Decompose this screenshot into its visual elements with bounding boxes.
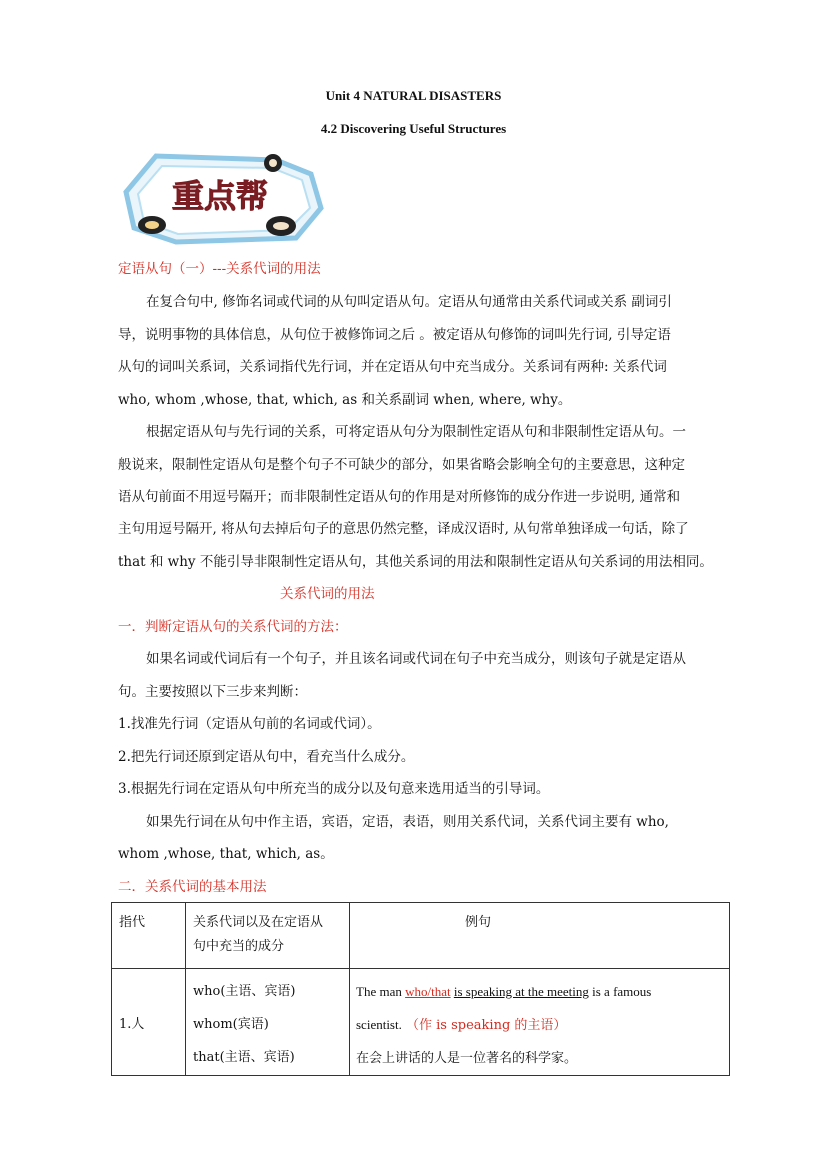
paragraph-line: 导，说明事物的具体信息，从句位于被修饰词之后 。被定语从句修饰的词叫先行词, 引导定语 (118, 327, 671, 343)
step-item: 3.根据先行词在定语从句中所充当的成分以及句意来选用适当的引导词。 (118, 781, 550, 797)
example-clause: is speaking at the meeting (453, 984, 589, 999)
header-label-line: 关系代词以及在定语从 (193, 915, 324, 930)
table-header-cell (112, 903, 186, 969)
table-header-cell (350, 903, 730, 969)
paragraph-line: 如果名词或代词后有一个句子，并且该名词或代词在句子中充当成分，则该句子就是定语从 (146, 651, 686, 667)
paragraph-line: 如果先行词在从句中作主语，宾语，定语，表语，则用关系代词，关系代词主要有 who, (146, 814, 669, 830)
example-line (356, 975, 722, 1008)
logo-badge (116, 150, 326, 246)
logo-graphic (116, 150, 326, 246)
example-translation: 在会上讲话的人是一位著名的科学家。 (356, 1051, 578, 1066)
header-label-line: 句中充当的成分 (193, 939, 285, 954)
example-pronoun: who/that (405, 984, 451, 999)
pronoun-item: who(主语、宾语) (193, 984, 296, 999)
pronoun-item: that(主语、宾语) (193, 1050, 295, 1065)
example-text: is a famous (588, 984, 652, 999)
section-title: 4.2 Discovering Useful Structures (320, 121, 507, 136)
paragraph-line: 主句用逗号隔开, 将从句去掉后句子的意思仍然完整，译成汉语时, 从句常单独译成一句话，除了 (118, 521, 689, 537)
pronoun-item: whom(宾语) (193, 1017, 269, 1032)
logo-text: 重点帮 (171, 177, 269, 215)
section-heading: 定语从句（一）---关系代词的用法 (118, 261, 321, 277)
paragraph-line: 般说来，限制性定语从句是整个句子不可缺少的部分，如果省略会影响全句的主要意思，这种定 (118, 457, 685, 473)
example-text: The man (356, 984, 406, 999)
relative-pronoun-table (111, 902, 730, 1076)
step-item: 2.把先行词还原到定语从句中，看充当什么成分。 (118, 749, 415, 765)
ref-label: 1.人 (119, 1016, 145, 1032)
table-header-row (112, 903, 730, 969)
unit-title: Unit 4 NATURAL DISASTERS (325, 88, 502, 103)
paragraph-line: who, whom ,whose, that, which, as 和关系副词 when, where, why。 (118, 392, 572, 408)
paragraph-line: 从句的词叫关系词，关系词指代先行词，并在定语从句中充当成分。关系词有两种: 关系代词 (118, 359, 667, 375)
header-label: 例句 (465, 915, 492, 930)
example-line (356, 1008, 722, 1042)
paragraph-line: 语从句前面不用逗号隔开；而非限制性定语从句的作用是对所修饰的成分作进一步说明, 通常和 (118, 489, 681, 505)
step-item: 1.找准先行词（定语从句前的名词或代词）。 (118, 716, 381, 732)
table-cell-example (350, 969, 730, 1076)
example-note: （作 is speaking 的主语） (406, 1018, 567, 1033)
paragraph-line: 在复合句中, 修饰名词或代词的从句叫定语从句。定语从句通常由关系代词或关系 副词引 (146, 294, 672, 310)
paragraph-line: whom ,whose, that, which, as。 (118, 846, 334, 862)
paragraph-line: that 和 why 不能引导非限制性定语从句，其他关系词的用法和限制性定语从句关系词的用法相同。 (118, 554, 713, 570)
example-text: scientist. (356, 1017, 402, 1032)
subsection-heading: 二．关系代词的基本用法 (118, 879, 267, 895)
header-label: 指代 (119, 915, 146, 930)
paragraph-line: 句。主要按照以下三步来判断： (118, 684, 307, 700)
table-cell-ref (112, 969, 186, 1076)
paragraph-line: 根据定语从句与先行词的关系，可将定语从句分为限制性定语从句和非限制性定语从句。一 (146, 424, 686, 440)
table-row (112, 969, 730, 1076)
center-heading: 关系代词的用法 (280, 586, 375, 602)
table-cell-pronouns (186, 969, 350, 1076)
subsection-heading: 一．判断定语从句的关系代词的方法： (118, 619, 348, 635)
table-header-cell (186, 903, 350, 969)
